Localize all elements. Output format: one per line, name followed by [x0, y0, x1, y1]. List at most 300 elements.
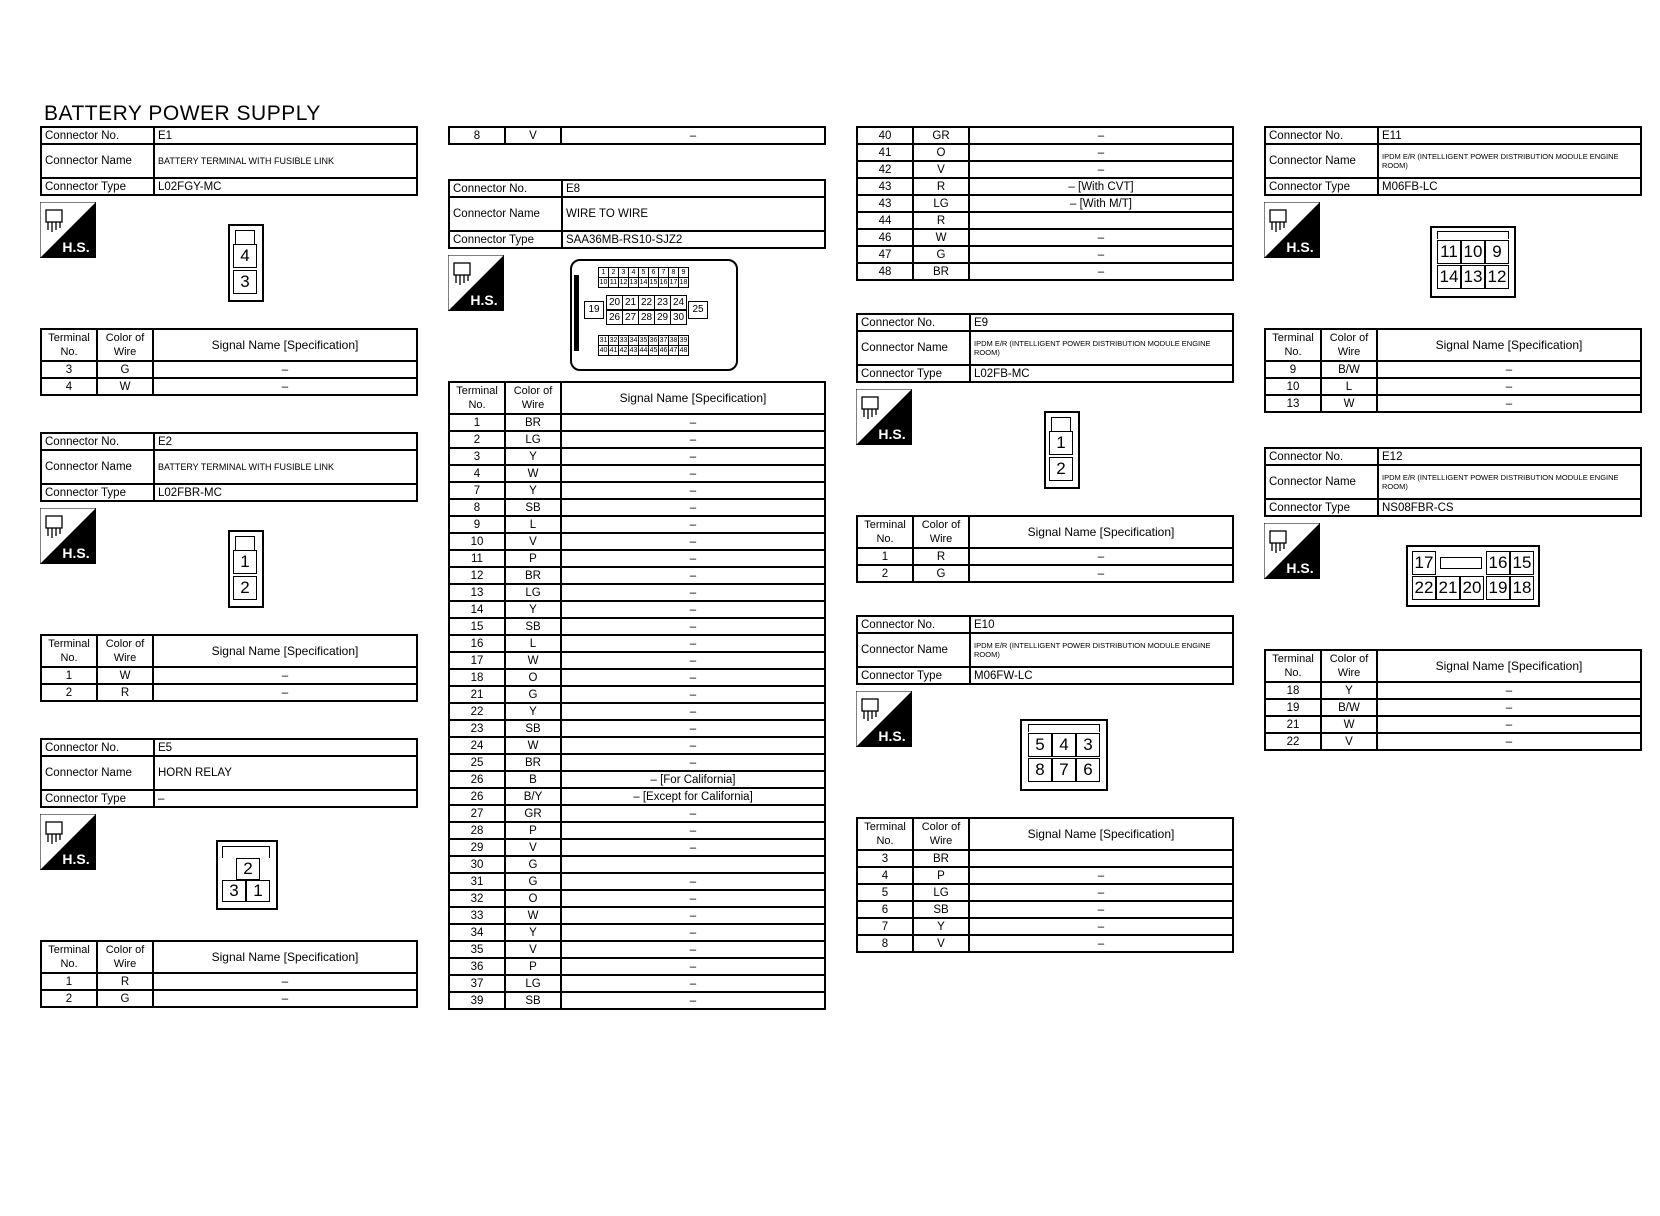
terminal-no-cell: 9 [1265, 361, 1321, 378]
pin: 46 [659, 347, 668, 354]
pin: 25 [688, 301, 708, 319]
terminal-table: Terminal No. Color of Wire Signal Name [Specification] 1 BR – 2 LG – 3 Y – 4 W – 7 Y – 8 SB – 9 L – 10 V – 11 P – 12 BR – 13 LG – 14 Y – 15 SB – 16 L – 17 W – 18 O – 21 G – 22 Y – 23 SB – 24 W – 25 BR – 26 B – [For California] 26 B/Y – [Except for California] 27 GR – 28 P – 29 V – 30 G 31 G – 32 O – 33 W – 34 Y – 35 V – 36 P – 37 LG – 39 SB – [448, 381, 826, 1010]
wire-color-cell: G [913, 246, 969, 263]
table-row [449, 975, 825, 992]
terminal-no-cell: 14 [449, 601, 505, 618]
table-row [449, 941, 825, 958]
wire-color-cell: GR [505, 805, 561, 822]
connector-face [216, 840, 278, 910]
signal-name-cell: – [969, 161, 1233, 178]
wire-color-cell: V [505, 533, 561, 550]
table-row: 2 R – [41, 684, 417, 701]
pin: 21 [1436, 576, 1460, 600]
pin: 45 [649, 347, 658, 354]
terminal-table: Terminal No. Color of Wire Signal Name [Specification] 18 Y – 19 B/W – 21 W – 22 V – [1264, 649, 1642, 751]
signal-name-cell: – [Except for California] [561, 788, 825, 805]
wire-color-cell: R [913, 212, 969, 229]
pin: 2 [1049, 457, 1073, 481]
terminal-table: Terminal No. Color of Wire Signal Name [Specification] 3 BR 4 P – 5 LG – 6 SB – 7 Y – 8 V – [856, 817, 1234, 953]
table-row [449, 669, 825, 686]
connector-e10 [856, 615, 1234, 953]
terminal-no-cell: 10 [449, 533, 505, 550]
table-row [449, 771, 825, 788]
connector-e11 [1264, 126, 1642, 413]
connector-face [1430, 226, 1516, 298]
wire-color-cell: W [505, 737, 561, 754]
connector-info-table: Connector No. E12 Connector Name IPDM E/R (INTELLIGENT POWER DISTRIBUTION MODULE ENGINE ROOM) Connector Type NS08FBR-CS [1264, 447, 1642, 517]
pin: 37 [659, 337, 668, 344]
terminal-no-cell: 18 [1265, 682, 1321, 699]
pin: 9 [678, 267, 689, 278]
pin: 3 [233, 270, 257, 294]
terminal-no-cell: 13 [1265, 395, 1321, 412]
pin: 19 [584, 301, 604, 319]
signal-name-cell: – [561, 924, 825, 941]
terminal-no-cell: 7 [449, 482, 505, 499]
connector-info-table [40, 432, 418, 502]
terminal-no-cell: 48 [857, 263, 913, 280]
signal-name-cell: – [969, 918, 1233, 935]
signal-name-cell [969, 212, 1233, 229]
column-2 [448, 126, 826, 1010]
pin: 38 [669, 337, 678, 344]
connector-type-value: L02FGY-MC [154, 178, 417, 195]
signal-name-cell: – [1377, 361, 1641, 378]
wire-color-cell: O [505, 890, 561, 907]
table-row: 1 R – [41, 973, 417, 990]
wire-color-cell: W [1321, 716, 1377, 733]
signal-name-cell: – [561, 975, 825, 992]
table-row [1265, 733, 1641, 750]
table-row [857, 918, 1233, 935]
signal-name-cell: – [For California] [561, 771, 825, 788]
terminal-no-cell: 12 [449, 567, 505, 584]
svg-text:H.S.: H.S. [878, 426, 906, 442]
pin: 2 [236, 858, 260, 880]
table-row [449, 516, 825, 533]
wire-color-cell: SB [505, 499, 561, 516]
table-row [449, 686, 825, 703]
signal-name-cell: – [561, 567, 825, 584]
pin: 24 [670, 295, 687, 310]
pin: 14 [1437, 265, 1461, 289]
pin: 44 [639, 347, 648, 354]
terminal-no-cell: 43 [857, 178, 913, 195]
signal-name-cell: – [561, 550, 825, 567]
table-row [449, 805, 825, 822]
wire-color-cell: Y [1321, 682, 1377, 699]
pin: 40 [599, 347, 608, 354]
wire-color-cell: B/W [1321, 699, 1377, 716]
connector-type-label: Connector Type [41, 484, 154, 501]
wire-color-cell: SB [505, 992, 561, 1009]
terminal-no-cell: 9 [449, 516, 505, 533]
signal-name-cell: – [561, 992, 825, 1009]
connector-info-table: Connector No. E9 Connector Name IPDM E/R (INTELLIGENT POWER DISTRIBUTION MODULE ENGINE ROOM) Connector Type L02FB-MC [856, 313, 1234, 383]
pin: 21 [622, 295, 639, 310]
table-row: 1 W – [41, 667, 417, 684]
terminal-no-cell: 22 [1265, 733, 1321, 750]
wire-color-cell: SB [505, 720, 561, 737]
svg-text:H.S.: H.S. [470, 292, 498, 308]
signal-name-cell: – [561, 805, 825, 822]
terminal-no-cell: 44 [857, 212, 913, 229]
pin: 4 [628, 267, 639, 278]
terminal-no-cell: 34 [449, 924, 505, 941]
connector-figure [40, 196, 418, 328]
signal-name-cell: – [561, 414, 825, 431]
pin: 5 [1028, 733, 1052, 757]
wire-color-cell: LG [913, 884, 969, 901]
terminal-no-cell: 16 [449, 635, 505, 652]
pin: 36 [649, 337, 658, 344]
signal-name-cell: – [561, 516, 825, 533]
pin: 8 [1028, 758, 1052, 782]
signal-name-cell: – [561, 720, 825, 737]
terminal-table-continued [856, 126, 1234, 281]
connector-no-value: E2 [154, 433, 417, 450]
wire-color-cell: W [505, 652, 561, 669]
pin: 28 [638, 310, 655, 325]
pin: 6 [1076, 758, 1100, 782]
pin: 11 [609, 279, 618, 286]
wire-color-cell: V [505, 941, 561, 958]
terminal-no-cell: 23 [449, 720, 505, 737]
page-title: BATTERY POWER SUPPLY [44, 102, 321, 125]
terminal-no-cell: 46 [857, 229, 913, 246]
signal-name-cell: – [969, 935, 1233, 952]
terminal-no-cell: 43 [857, 195, 913, 212]
terminal-no-header: Terminal No. [41, 329, 97, 361]
signal-name-cell: – [561, 618, 825, 635]
table-row [449, 924, 825, 941]
connector-face-e8 [570, 259, 738, 371]
terminal-no-cell: 17 [449, 652, 505, 669]
signal-name-cell: – [969, 884, 1233, 901]
wire-color-cell: V [913, 161, 969, 178]
terminal-no-cell: 29 [449, 839, 505, 856]
connector-info-table: Connector No. E5 Connector Name HORN RELAY Connector Type – [40, 738, 418, 808]
wire-color-cell: W [505, 465, 561, 482]
harness-side-icon [40, 202, 96, 258]
pin: 2 [233, 576, 257, 600]
pin: 34 [629, 337, 638, 344]
connector-type-value: L02FBR-MC [154, 484, 417, 501]
wire-color-cell: BR [505, 754, 561, 771]
terminal-no-cell: 3 [857, 850, 913, 867]
table-row [449, 907, 825, 924]
signal-name-cell: – [561, 533, 825, 550]
signal-name-cell: – [561, 754, 825, 771]
terminal-no-cell: 36 [449, 958, 505, 975]
terminal-no-cell: 41 [857, 144, 913, 161]
signal-name-cell: – [561, 584, 825, 601]
table-row [449, 635, 825, 652]
connector-latch [235, 230, 255, 244]
svg-text:H.S.: H.S. [878, 728, 906, 744]
table-row [449, 618, 825, 635]
table-row [449, 482, 825, 499]
connector-latch [235, 536, 255, 550]
table-row [449, 737, 825, 754]
terminal-no-cell: 1 [449, 414, 505, 431]
connector-no-value: E1 [154, 127, 417, 144]
connector-e9 [856, 313, 1234, 583]
wire-color-cell: P [505, 550, 561, 567]
signal-name-cell: – [561, 822, 825, 839]
pin: 9 [1485, 240, 1509, 264]
column-3 [856, 126, 1234, 953]
wire-color-cell: W [505, 907, 561, 924]
signal-name-cell: – [561, 601, 825, 618]
terminal-no-cell: 6 [857, 901, 913, 918]
signal-name-cell [561, 856, 825, 873]
pin: 7 [1052, 758, 1076, 782]
terminal-no-cell: 31 [449, 873, 505, 890]
table-row [449, 448, 825, 465]
pin: 16 [659, 279, 668, 286]
table-row [449, 414, 825, 431]
wire-color-cell: BR [505, 414, 561, 431]
terminal-table-continued [448, 126, 826, 145]
harness-side-icon [856, 389, 912, 445]
table-row [449, 652, 825, 669]
pin: 22 [638, 295, 655, 310]
pin: 12 [1485, 265, 1509, 289]
table-row [857, 901, 1233, 918]
pin: 2 [608, 267, 619, 278]
connector-key [574, 275, 579, 351]
pin: 47 [669, 347, 678, 354]
pin: 20 [1460, 576, 1484, 600]
table-row [1265, 699, 1641, 716]
connector-e8 [448, 179, 826, 1010]
connector-no-label: Connector No. [41, 127, 154, 144]
connector-latch [1440, 557, 1482, 569]
signal-name-cell: – [561, 686, 825, 703]
signal-name-cell: – [561, 839, 825, 856]
wire-color-cell: LG [913, 195, 969, 212]
signal-name-cell: – [With CVT] [969, 178, 1233, 195]
terminal-no-cell: 19 [1265, 699, 1321, 716]
signal-name-cell: – [561, 635, 825, 652]
wire-color-cell: W [913, 229, 969, 246]
connector-figure [1264, 196, 1642, 328]
svg-text:H.S.: H.S. [62, 239, 90, 255]
connector-face [228, 530, 264, 608]
terminal-table: Terminal No. Color of Wire Signal Name [Specification] 1 R – 2 G – [40, 940, 418, 1008]
signal-name-cell: – [969, 229, 1233, 246]
table-row [449, 533, 825, 550]
signal-name-cell: – [1377, 682, 1641, 699]
terminal-no-cell: 40 [857, 127, 913, 144]
table-row [857, 161, 1233, 178]
connector-info-table: Connector No. E10 Connector Name IPDM E/R (INTELLIGENT POWER DISTRIBUTION MODULE ENGINE ROOM) Connector Type M06FW-LC [856, 615, 1234, 685]
harness-side-icon [856, 691, 912, 747]
table-row [1265, 716, 1641, 733]
wire-color-cell: B [505, 771, 561, 788]
pin: 13 [629, 279, 638, 286]
table-row [449, 465, 825, 482]
wire-color-cell: V [913, 935, 969, 952]
table-row [449, 839, 825, 856]
pin: 3 [222, 880, 246, 902]
table-row [857, 127, 1233, 144]
pin: 10 [599, 279, 608, 286]
pin: 12 [619, 279, 628, 286]
wire-color-cell: LG [505, 431, 561, 448]
terminal-no-cell: 42 [857, 161, 913, 178]
signal-header: Signal Name [Specification] [153, 329, 417, 361]
table-row [449, 431, 825, 448]
wire-color-cell: SB [913, 901, 969, 918]
wire-color-cell: BR [913, 850, 969, 867]
signal-name-cell: – [969, 263, 1233, 280]
color-header: Color of Wire [97, 329, 153, 361]
column-1 [40, 126, 418, 1008]
connector-name-value: BATTERY TERMINAL WITH FUSIBLE LINK [154, 144, 417, 178]
signal-name-cell: – [1377, 395, 1641, 412]
wire-color-cell: B/Y [505, 788, 561, 805]
table-row [1265, 361, 1641, 378]
wire-color-cell: L [1321, 378, 1377, 395]
table-row [449, 856, 825, 873]
connector-info-table: Connector No. E11 Connector Name IPDM E/R (INTELLIGENT POWER DISTRIBUTION MODULE ENGINE ROOM) Connector Type M06FB-LC [1264, 126, 1642, 196]
terminal-no-cell: 28 [449, 822, 505, 839]
terminal-no-cell: 7 [857, 918, 913, 935]
pin: 22 [1412, 576, 1436, 600]
table-row [857, 884, 1233, 901]
terminal-table: Terminal No. Color of Wire Signal Name [Specification] 1 W – 2 R – [40, 634, 418, 702]
connector-face [1020, 719, 1108, 791]
signal-name-cell: – [561, 873, 825, 890]
connector-figure [448, 249, 826, 381]
terminal-no-cell: 8 [857, 935, 913, 952]
pin: 14 [639, 279, 648, 286]
table-row [857, 212, 1233, 229]
wire-color-cell: BR [913, 263, 969, 280]
pin: 10 [1461, 240, 1485, 264]
pin: 7 [658, 267, 669, 278]
wire-color-cell: L [505, 516, 561, 533]
pin: 6 [648, 267, 659, 278]
pin: 26 [606, 310, 623, 325]
table-row [449, 992, 825, 1009]
signal-name-cell: – [561, 941, 825, 958]
pin: 48 [679, 347, 688, 354]
pin: 32 [609, 337, 618, 344]
table-row: 8 V – [449, 127, 825, 144]
table-row [857, 850, 1233, 867]
pin: 33 [619, 337, 628, 344]
table-row [449, 873, 825, 890]
table-row [857, 263, 1233, 280]
terminal-no-cell: 8 [449, 499, 505, 516]
terminal-no-cell: 22 [449, 703, 505, 720]
table-row: 3 G – [41, 361, 417, 378]
pin: 43 [629, 347, 638, 354]
wire-color-cell: Y [505, 482, 561, 499]
signal-name-cell: – [1377, 378, 1641, 395]
signal-name-cell: – [1377, 733, 1641, 750]
pin: 18 [1510, 576, 1534, 600]
terminal-no-cell: 2 [449, 431, 505, 448]
table-row: 4 W – [41, 378, 417, 395]
terminal-no-cell: 25 [449, 754, 505, 771]
connector-name-label: Connector Name [41, 450, 154, 484]
pin: 17 [1412, 551, 1436, 575]
wire-color-cell: B/W [1321, 361, 1377, 378]
pin: 41 [609, 347, 618, 354]
table-row [449, 822, 825, 839]
signal-name-cell: – [561, 669, 825, 686]
table-row [857, 867, 1233, 884]
signal-name-cell: – [969, 867, 1233, 884]
table-row [857, 144, 1233, 161]
pin: 5 [638, 267, 649, 278]
signal-name-cell: – [561, 737, 825, 754]
terminal-table: Terminal No. Color of Wire Signal Name [Specification] 9 B/W – 10 L – 13 W – [1264, 328, 1642, 413]
wire-color-cell: O [505, 669, 561, 686]
signal-name-cell: – [561, 482, 825, 499]
pin: 3 [618, 267, 629, 278]
terminal-no-cell: 39 [449, 992, 505, 1009]
terminal-no-cell: 11 [449, 550, 505, 567]
signal-name-cell: – [969, 901, 1233, 918]
signal-name-cell: – [561, 652, 825, 669]
wire-color-cell: P [913, 867, 969, 884]
table-row [449, 703, 825, 720]
signal-name-cell: – [With M/T] [969, 195, 1233, 212]
terminal-no-cell: 30 [449, 856, 505, 873]
connector-e5 [40, 738, 418, 1008]
pin: 16 [1486, 551, 1510, 575]
terminal-no-cell: 21 [1265, 716, 1321, 733]
svg-text:H.S.: H.S. [1286, 239, 1314, 255]
table-row [449, 890, 825, 907]
terminal-no-cell: 24 [449, 737, 505, 754]
table-row [449, 958, 825, 975]
pin: 15 [649, 279, 658, 286]
pin: 31 [599, 337, 608, 344]
wire-color-cell: LG [505, 584, 561, 601]
table-row [1265, 378, 1641, 395]
terminal-no-cell: 13 [449, 584, 505, 601]
table-row [857, 935, 1233, 952]
connector-e1 [40, 126, 418, 396]
wire-color-cell: SB [505, 618, 561, 635]
pin: 4 [1052, 733, 1076, 757]
wire-color-cell: Y [505, 601, 561, 618]
signal-name-cell: – [561, 703, 825, 720]
table-row [1265, 395, 1641, 412]
wire-color-cell: G [505, 873, 561, 890]
terminal-no-cell: 26 [449, 771, 505, 788]
signal-name-cell: – [561, 958, 825, 975]
connector-name-label: Connector Name [41, 144, 154, 178]
connector-name-value: BATTERY TERMINAL WITH FUSIBLE LINK [154, 450, 417, 484]
svg-text:H.S.: H.S. [62, 545, 90, 561]
connector-type-label: Connector Type [41, 178, 154, 195]
connector-latch [222, 846, 270, 858]
table-row [449, 499, 825, 516]
table-row [857, 246, 1233, 263]
terminal-no-cell: 5 [857, 884, 913, 901]
wire-color-cell: P [505, 822, 561, 839]
signal-name-cell: – [1377, 699, 1641, 716]
wire-color-cell: BR [505, 567, 561, 584]
table-row [449, 601, 825, 618]
